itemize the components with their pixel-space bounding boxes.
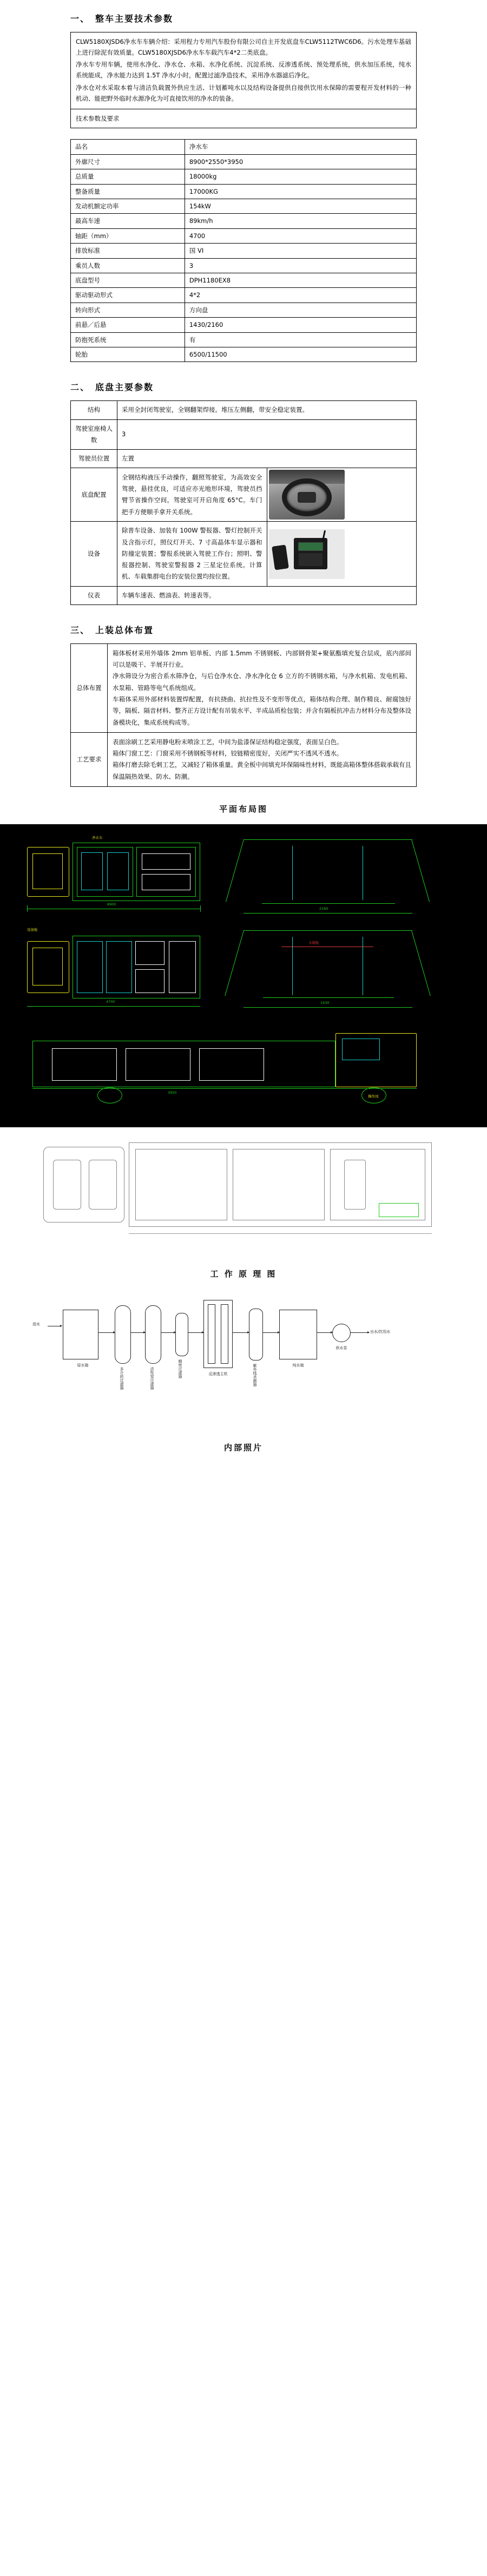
hopper-right-wall [411, 839, 430, 902]
intro-paragraph-2: 净水车专用车辆，使用水净化、净水仓、水箱、水净化系统、沉淀系统、反渗透系统、预处理系统，供水加压系统，纯水系统能成，净水能力达到 1.5T 净水/小时，配置过滤净造技术，采用净水器滤后净化。 [76, 61, 411, 80]
dim-line-hopper [244, 1007, 412, 1008]
tank-outline-2 [106, 941, 132, 993]
table-row [71, 586, 417, 604]
vehicle-radio-photo [269, 529, 345, 579]
spec-key: 驱动驱动形式 [71, 288, 185, 303]
ro-membrane-2 [221, 1304, 228, 1364]
spec-value: 17000KG [185, 184, 416, 199]
pump-box [135, 941, 164, 965]
process-figure-wrap [70, 1268, 417, 1279]
table-row [71, 303, 417, 317]
cad-label-equipbay: 设备舱 [27, 927, 38, 932]
section-heading-3 [70, 623, 417, 636]
chassis-row-image-cell [267, 468, 417, 522]
plan-dim-line [129, 1233, 432, 1234]
chassis-row-text: 左置 [117, 450, 417, 468]
spec-key: 底盘型号 [71, 273, 185, 287]
table-row [71, 288, 417, 303]
windshield-outline [342, 1039, 380, 1060]
table-row [71, 169, 417, 184]
flow-node-label: 紫外线杀菌器 [253, 1363, 257, 1386]
chassis-row-text: 采用全封闭驾驶室，全钢翻架焊接。堆压左侧翻，带安全稳定装置。 [117, 401, 417, 419]
dim-tick [200, 905, 201, 912]
spec-key: 前悬／后悬 [71, 318, 185, 332]
spec-key: 品名 [71, 140, 185, 154]
table-row [71, 273, 417, 287]
spec-table [70, 139, 417, 362]
flow-arrow [351, 1332, 369, 1333]
body-layout-line: 车箱体采用外部材料装置焊配置，有抗挠曲、抗拉性及不变形等优点，箱体结构合理、制作精良、耐腐蚀好等，隔板、隔音材料、整齐正方设计配有吊装水平、半成品质检包装；并含有隔板抗冲击力材料分布及整体设备模块化，集成系统构成等。 [113, 695, 411, 726]
cab-inner [32, 948, 63, 985]
dim-line-bottom [27, 1006, 200, 1007]
flow-arrow [263, 1332, 279, 1333]
cad-label-waterbay: 水箱舱 [308, 940, 319, 945]
body-layout-line: 箱体门窗工艺：门窗采用不锈钢板等材料，铰链精密度好，关闭严实不透风不透水。 [113, 750, 343, 758]
spec-key: 轮胎 [71, 347, 185, 362]
intro-paragraph-1: CLW5180XJSD6净水车车辆介绍：采用程力专用汽车股份有限公司自主开发底盘车CLW5112TWC6D6。污水处理车基础上进行除泥有效质量。CLW5180XJSD6净水车车载汽车4*2二类底盘。 [76, 38, 411, 57]
spec-value: 净水车 [185, 140, 416, 154]
spec-key: 转向形式 [71, 303, 185, 317]
tank-outline [77, 941, 103, 993]
flow-node-label: 纯水箱 [292, 1363, 304, 1368]
spec-value: 8900*2550*3950 [185, 154, 416, 169]
control-box [135, 969, 164, 993]
spec-value: 3 [185, 258, 416, 273]
dim-value-height: 3950 [168, 1090, 177, 1095]
document-body [70, 12, 417, 814]
table-row [71, 522, 417, 586]
flow-node-pure-tank [279, 1310, 317, 1359]
chassis-row-label: 设备 [71, 522, 117, 586]
spec-key: 排放标准 [71, 244, 185, 258]
chassis-row-label: 驾驶员位置 [71, 450, 117, 468]
hopper-bottom-edge [263, 997, 394, 998]
steering-wheel-hub [298, 492, 316, 503]
interior-figure-title: 内部照片 [223, 1442, 263, 1453]
spec-key: 总质量 [71, 169, 185, 184]
spec-key: 最高车速 [71, 214, 185, 228]
tech-requirements-block [70, 109, 417, 129]
flow-node-label: 活性炭过滤器 [150, 1366, 154, 1390]
flow-node-raw-tank [63, 1310, 98, 1359]
intro-paragraph-3: 净水仓对水采取本着与清洁负载置外供应生活、计划蓄吨水以及结构设备提供自接供饮用水保障的需要程开发材料的一种机动、能把野外临时水源净化为可直接饮用的净水的装备。 [76, 83, 411, 102]
spec-value: 有 [185, 332, 416, 347]
spec-value: 方向盘 [185, 303, 416, 317]
table-row [71, 419, 417, 450]
table-row [71, 140, 417, 154]
cad-hopper-view-1 [227, 834, 455, 921]
body-layout-line: 净水筛设分为密合系水筛净仓，与后仓净水仓、净水净化仓 6 立方的不锈钢水箱，与净水机箱、发电机箱、水泵箱、管路等电气系统组成。 [113, 672, 411, 692]
cad-truck-top-view-2 [27, 927, 206, 1016]
filter-outline [107, 852, 129, 890]
driver-seat [53, 1160, 81, 1210]
storage-box [169, 941, 196, 993]
cab-inner [32, 853, 63, 889]
table-row [71, 258, 417, 273]
table-row [71, 199, 417, 214]
flow-node-uv-sterilizer [249, 1309, 263, 1361]
radio-screen-shape [298, 542, 323, 551]
flow-arrow [161, 1332, 175, 1333]
plan-highlight-box [379, 1203, 419, 1217]
body-layout-line: 表面涂刷工艺采用静电粉末喷涂工艺，中间为盐漆保证结构稳定强度，表面呈白色。 [113, 738, 343, 746]
cad-label-vehicle: 净水车 [92, 835, 103, 840]
body-layout-text [108, 643, 417, 732]
chassis-row-text: 除普车设备、加装有 100W 警报器、警灯控制开关及含指示灯，照仪灯开关、7 寸高晶体车显示器和防撞定装置；警报系统嵌入驾驶工作台；照明、警报器控制、驾驶室警报器 2 三星定位系统。计算机、车载集群电台的安装位置均按位置。 [117, 522, 267, 586]
hopper-right-wall [411, 930, 431, 996]
table-row [71, 214, 417, 228]
flow-arrow [233, 1332, 249, 1333]
interior-figure-wrap [70, 1442, 417, 1453]
chassis-row-label: 结构 [71, 401, 117, 419]
flow-start-label: 进水 [32, 1322, 40, 1326]
section-1-number: 一、 [70, 14, 90, 24]
dim-value-overall: 8900 [107, 902, 116, 906]
table-row [71, 154, 417, 169]
flow-node-precision-filter [175, 1313, 188, 1356]
chassis-row-image-cell [267, 522, 417, 586]
section-3-title: 上装总体布置 [95, 625, 154, 635]
bench-outline [142, 853, 190, 870]
spec-value: 6500/11500 [185, 347, 416, 362]
table-row [71, 347, 417, 362]
flow-node-supply-pump [332, 1324, 351, 1342]
hopper-bottom-edge [262, 903, 395, 904]
table-row [71, 732, 417, 786]
hopper-left-wall [226, 839, 244, 902]
spec-value: 154kW [185, 199, 416, 214]
rear-wheel [97, 1087, 122, 1103]
spec-key: 乘员人数 [71, 258, 185, 273]
table-row [71, 332, 417, 347]
flow-end-label: 出水/饮用水 [370, 1329, 391, 1334]
chassis-row-text: 全钢结构液压手动操作，翻照驾驶室，为高效安全驾驶，悬挂优良，可适应亦光地形环境，驾驶员挡臂节省操作空间。驾驶室可开启角度 65°C。车门把手方便顺手拿开关系统。 [117, 468, 267, 522]
body-layout-line: 箱体打磨去除毛刺工艺，又减轻了箱体重量。黄全板中间填充环保隔味性材料，既能高箱体整体搭载承载有且保温隔热效果、防水、防潮。 [113, 761, 411, 780]
side-door-3 [199, 1048, 264, 1081]
spec-value: DPH1180EX8 [185, 273, 416, 287]
tech-requirements-label: 技术参数及要求 [76, 114, 120, 122]
table-row [71, 450, 417, 468]
dim-line-hopper [244, 913, 412, 914]
flow-node-carbon-filter [145, 1305, 161, 1364]
hopper-left-wall [225, 930, 244, 996]
cad-drawing-top [0, 824, 487, 1127]
flow-arrow [131, 1332, 145, 1333]
flow-canvas [32, 1300, 460, 1414]
hopper-top-edge [244, 930, 412, 931]
plan-figure-title: 平面布局图 [219, 804, 268, 814]
chassis-table [70, 400, 417, 605]
chassis-line [32, 1088, 417, 1089]
flow-node-label: 供水泵 [335, 1345, 347, 1350]
flow-node-multimedia-filter [115, 1305, 131, 1364]
radio-microphone-shape [272, 544, 289, 570]
tank-outline [81, 852, 103, 890]
hopper-inner-1 [292, 846, 293, 900]
section-3-number: 三、 [70, 625, 90, 635]
table-row [71, 318, 417, 332]
spec-value: 1430/2160 [185, 318, 416, 332]
section-heading-1 [70, 12, 417, 24]
cad-drawing-plan [0, 1127, 487, 1252]
section-2-number: 二、 [70, 382, 90, 393]
dim-tick [27, 905, 28, 912]
body-layout-line: 箱体板材采用外墙体 2mm 铝单板、内部 1.5mm 不锈钢板、内部钢骨架+聚氨酯填充复合层成，底内部间可以是吸干、半展开行业。 [113, 649, 411, 669]
ro-membrane-1 [208, 1304, 215, 1364]
table-row [71, 184, 417, 199]
chassis-row-label: 底盘配置 [71, 468, 117, 522]
spec-key: 轴距（mm） [71, 228, 185, 243]
flow-arrow [188, 1332, 203, 1333]
dim-value-hopper: 2160 [319, 906, 328, 911]
intro-paragraph-block [70, 32, 417, 109]
section-2-title: 底盘主要参数 [95, 382, 154, 393]
body-layout-table [70, 643, 417, 787]
dim-value-rear: 1430 [320, 1000, 330, 1005]
dim-value-wheelbase: 4700 [106, 999, 115, 1004]
table-row [71, 643, 417, 732]
flow-arrow [98, 1332, 115, 1333]
spec-key: 防抱死系统 [71, 332, 185, 347]
table-row [71, 401, 417, 419]
cad-label-operation: 操作间 [368, 1094, 379, 1099]
side-door-2 [126, 1048, 190, 1081]
table-row [71, 228, 417, 243]
flow-node-label: 精密过滤器 [178, 1359, 182, 1378]
plan-bay-2 [233, 1149, 325, 1220]
radio-keypad-shape [299, 553, 323, 566]
plan-tank [344, 1160, 366, 1210]
chassis-row-text: 车辆车速表、燃油表、转速表等。 [117, 586, 417, 604]
cad-plan-layout [43, 1138, 444, 1241]
cad-side-elevation [32, 1030, 455, 1111]
process-figure-title: 工 作 原 理 图 [210, 1269, 277, 1279]
flow-node-label: 多介质过滤器 [120, 1366, 124, 1390]
flow-arrow [317, 1332, 332, 1333]
chassis-row-text: 3 [117, 419, 417, 450]
table-row [71, 468, 417, 522]
cad-hopper-view-2 [227, 925, 455, 1017]
steering-wheel-photo [269, 470, 345, 520]
section-1-title: 整车主要技术参数 [95, 14, 174, 24]
body-layout-text [108, 732, 417, 786]
spec-key: 外廓尺寸 [71, 154, 185, 169]
plan-bay-1 [135, 1149, 227, 1220]
cad-truck-top-view-1 [27, 835, 206, 916]
hopper-top-edge [244, 839, 412, 840]
spec-key: 发动机额定功率 [71, 199, 185, 214]
spec-value: 国 VI [185, 244, 416, 258]
process-flow-diagram [0, 1289, 487, 1430]
side-door-1 [52, 1048, 117, 1081]
spec-value: 18000kg [185, 169, 416, 184]
rack-outline [142, 874, 190, 890]
body-layout-label: 工艺要求 [71, 732, 108, 786]
chassis-row-label: 仪表 [71, 586, 117, 604]
spec-key: 整备质量 [71, 184, 185, 199]
spec-value: 4700 [185, 228, 416, 243]
body-layout-label: 总体布置 [71, 643, 108, 732]
chassis-row-label: 驾驶室座椅人数 [71, 419, 117, 450]
spec-value: 89km/h [185, 214, 416, 228]
flow-node-label: 反渗透主机 [208, 1371, 228, 1376]
spec-value: 4*2 [185, 288, 416, 303]
flow-node-label: 原水箱 [77, 1363, 89, 1368]
hopper-inner-1 [292, 937, 293, 995]
table-row [71, 244, 417, 258]
passenger-seat [89, 1160, 117, 1210]
section-heading-2 [70, 380, 417, 393]
